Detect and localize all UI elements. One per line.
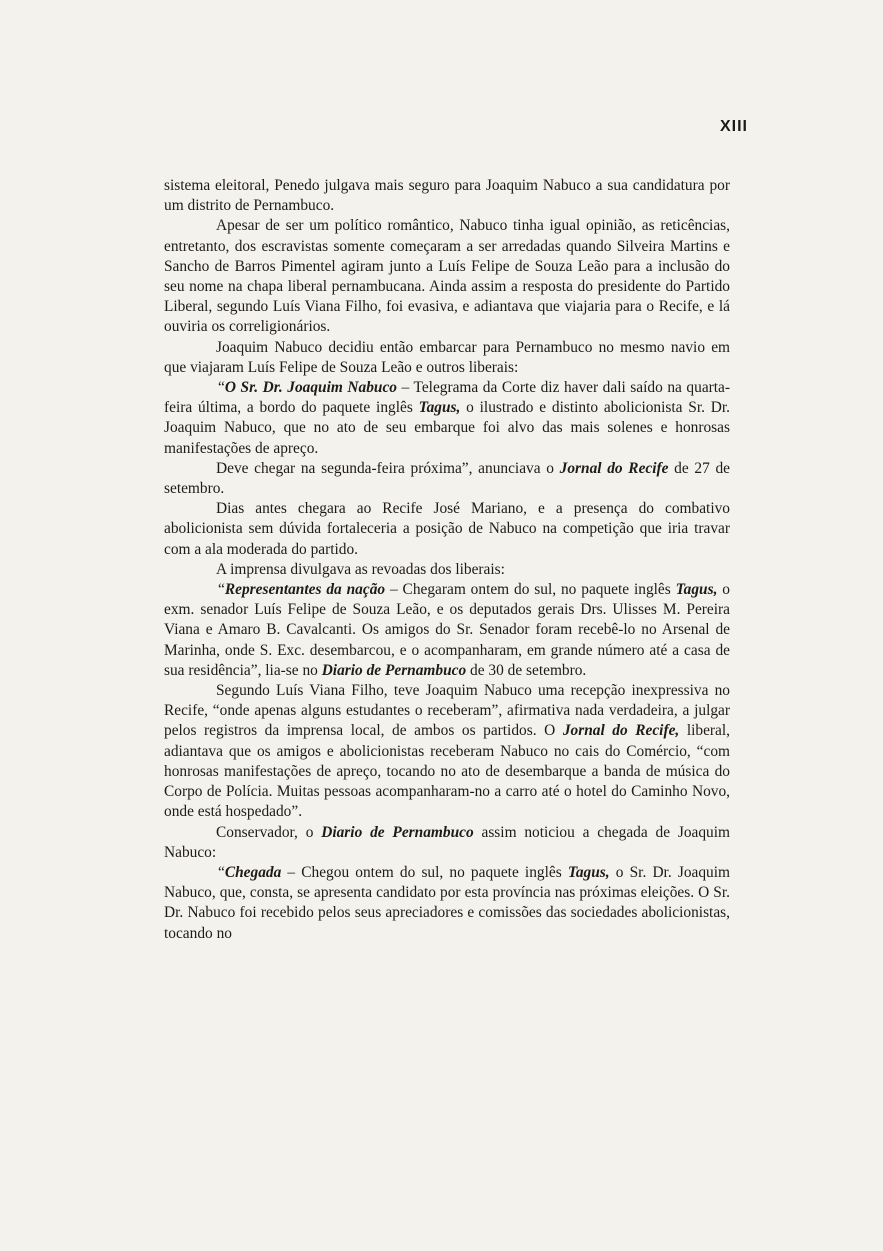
- text-run: assim noticiou a chegada de Joaquim Nabuco:: [164, 823, 730, 861]
- text-run: Conservador, o: [216, 823, 322, 841]
- emphasized-text: Jornal do Recife: [559, 459, 669, 477]
- text-run: de 27 de setembro.: [164, 459, 730, 498]
- quoted-paragraph: [164, 580, 730, 681]
- text-run: – Telegrama da Corte diz haver dali saído na quarta-feira última, a bordo do paquete inglês: [164, 379, 731, 417]
- emphasized-text: Diario de Pernambuco: [321, 823, 474, 841]
- text-run: Apesar de ser um político romântico, Nabuco tinha igual opinião, as reticências, entretanto, dos escravistas somente começaram a ser arredadas quando Silveira Martins e Sancho de Barros Pimentel agiram junto a Luís Felipe de Souza Leão para a inclusão do seu nome na chapa liberal pernambucana. Ainda assim a resposta do presidente do Partido Liberal, segundo Luís Viana Filho, foi evasiva, e adiantava que viajaria para o Recife, e lá ouviria os correligionários.: [164, 217, 730, 336]
- paragraph: [164, 338, 730, 378]
- paragraph: [164, 216, 730, 337]
- text-run: de 30 de setembro.: [466, 661, 587, 679]
- text-run: “: [218, 581, 225, 599]
- text-run: o Sr. Dr. Joaquim Nabuco, que, consta, se apresenta candidato por esta província nas próximas eleições. O Sr. Dr. Nabuco foi recebido pelos seus apreciadores e comissões das sociedades abolicionistas, tocando no: [164, 863, 730, 942]
- paragraph: [164, 176, 730, 216]
- paragraph: [164, 459, 730, 499]
- text-run: Joaquim Nabuco decidiu então embarcar para Pernambuco no mesmo navio em que viajaram Luís Felipe de Souza Leão e outros liberais:: [164, 338, 730, 376]
- text-run: o ilustrado e distinto abolicionista Sr. Dr. Joaquim Nabuco, que no ato de seu embarque foi alvo das mais solenes e honrosas manifestações de apreço.: [164, 399, 730, 457]
- body-text: [164, 176, 730, 944]
- emphasized-text: Tagus,: [418, 399, 461, 417]
- text-run: o exm. senador Luís Felipe de Souza Leão, e os deputados gerais Drs. Ulisses M. Pereira Viana e Amaro B. Cavalcanti. Os amigos do Sr. Senador foram recebê-lo no Arsenal de Marinha, onde S. Exc. desembarcou, e o acompanharam, em grande número até a casa de sua residência”, lia-se no: [164, 581, 730, 679]
- paragraph: [164, 560, 730, 580]
- text-run: Segundo Luís Viana Filho, teve Joaquim Nabuco uma recepção inexpressiva no Recife, “onde apenas alguns estudantes o receberam”, afirmativa nada verdadeira, a julgar pelos registros da imprensa local, de ambos os partidos. O: [164, 682, 730, 740]
- quoted-paragraph: [164, 378, 730, 459]
- emphasized-text: Jornal do Recife,: [562, 722, 680, 740]
- text-run: sistema eleitoral, Penedo julgava mais seguro para Joaquim Nabuco a sua candidatura por um distrito de Pernambuco.: [164, 177, 730, 215]
- text-run: Deve chegar na segunda-feira próxima”, anunciava o: [216, 459, 560, 477]
- emphasized-text: Diario de Pernambuco: [321, 661, 467, 679]
- paragraph: [164, 499, 730, 560]
- paragraph: [164, 681, 730, 822]
- text-run: “: [218, 863, 225, 881]
- emphasized-text: O Sr. Dr. Joaquim Nabuco: [224, 379, 397, 397]
- text-run: Dias antes chegara ao Recife José Mariano, e a presença do combativo abolicionista sem dúvida fortaleceria a posição de Nabuco na competição que iria travar com a ala moderada do partido.: [164, 500, 730, 558]
- text-run: – Chegaram ontem do sul, no paquete inglês: [385, 581, 676, 599]
- emphasized-text: Tagus,: [567, 863, 610, 881]
- emphasized-text: Representantes da nação: [224, 581, 386, 599]
- emphasized-text: Chegada: [224, 863, 282, 881]
- paragraph: [164, 823, 730, 863]
- text-run: liberal, adiantava que os amigos e abolicionistas receberam Nabuco no cais do Comércio, “com honrosas manifestações de apreço, tocando no ato de desembarque a banda de música do Corpo de Polícia. Muitas pessoas acompanharam-no a carro até o hotel do Caminho Novo, onde está hospedado”.: [164, 722, 730, 821]
- page-number: XIII: [719, 118, 748, 135]
- text-run: – Chegou ontem do sul, no paquete inglês: [281, 863, 568, 881]
- emphasized-text: Tagus,: [675, 581, 718, 599]
- text-run: A imprensa divulgava as revoadas dos liberais:: [216, 560, 505, 578]
- quoted-paragraph: [164, 863, 730, 944]
- text-run: “: [218, 379, 225, 397]
